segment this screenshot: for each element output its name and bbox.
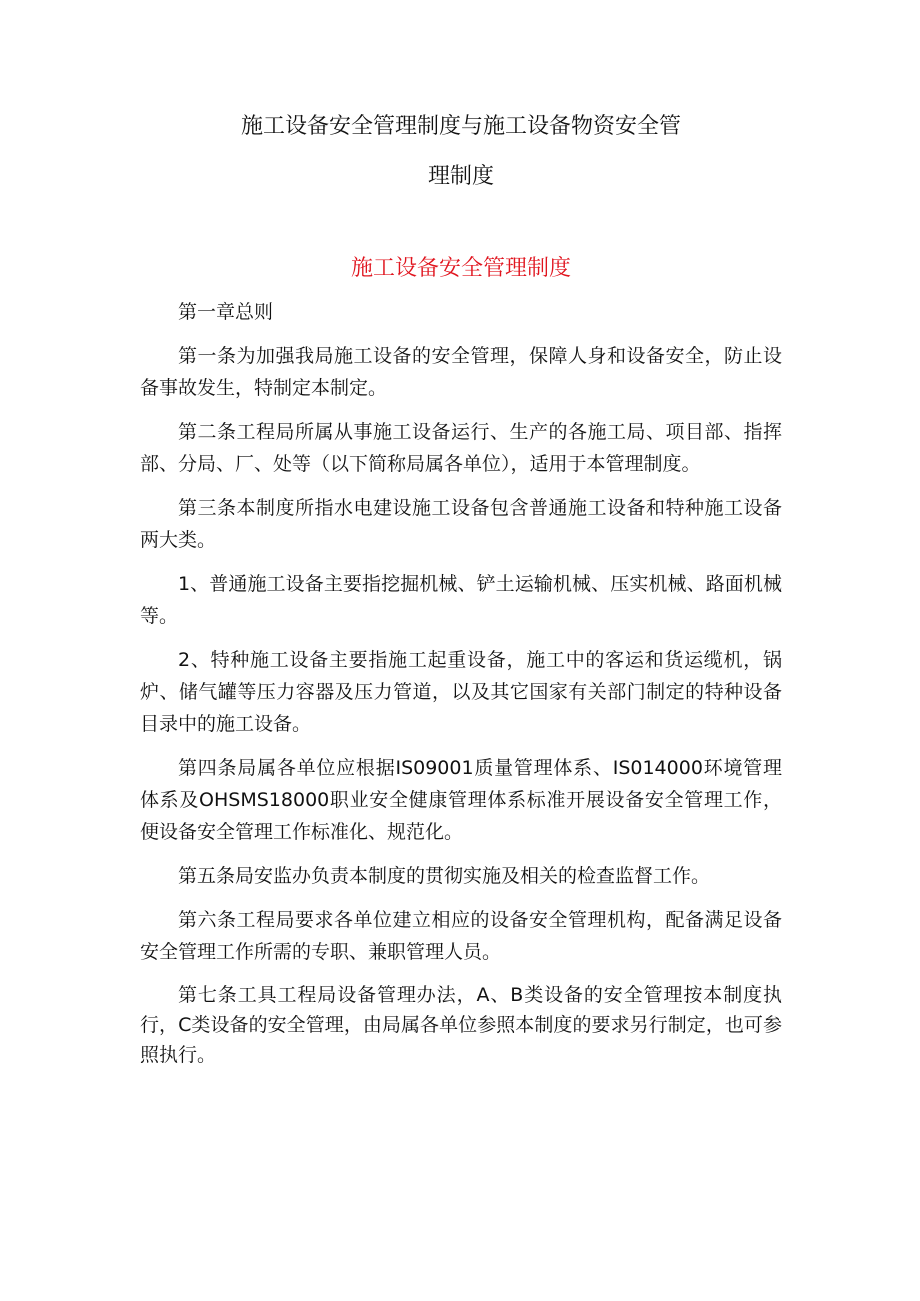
article-3-item-2: 2、特种施工设备主要指施工起重设备，施工中的客运和货运缆机，锅炉、储气罐等压力容器及压力管道，以及其它国家有关部门制定的特种设备目录中的施工设备。 [140,649,782,735]
document-title-line-2: 理制度 [427,164,494,189]
article-2: 第二条工程局所属从事施工设备运行、生产的各施工局、项目部、指挥部、分局、厂、处等（以下简称局属各单位），适用于本管理制度。 [140,421,782,475]
article-7: 第七条工具工程局设备管理办法，A、B类设备的安全管理按本制度执行，C类设备的安全管理，由局属各单位参照本制度的要求另行制定，也可参照执行。 [140,984,782,1066]
document-title-line-1: 施工设备安全管理制度与施工设备物资安全管 [240,114,681,139]
section-heading: 施工设备安全管理制度 [350,256,571,281]
article-3: 第三条本制度所指水电建设施工设备包含普通施工设备和特种施工设备两大类。 [140,497,782,551]
article-1: 第一条为加强我局施工设备的安全管理，保障人身和设备安全，防止设备事故发生，特制定本制定。 [140,345,782,399]
document-body [140,292,782,1078]
article-4: 第四条局属各单位应根据IS09001质量管理体系、IS014000环境管理体系及OHSMS18000职业安全健康管理体系标准开展设备安全管理工作，便设备安全管理工作标准化、规范化。 [140,757,782,843]
article-5: 第五条局安监办负责本制度的贯彻实施及相关的检查监督工作。 [178,865,711,887]
article-3-item-1: 1、普通施工设备主要指挖掘机械、铲土运输机械、压实机械、路面机械等。 [140,573,782,627]
chapter-heading: 第一章总则 [178,301,274,323]
article-6: 第六条工程局要求各单位建立相应的设备安全管理机构，配备满足设备安全管理工作所需的专职、兼职管理人员。 [140,909,782,963]
